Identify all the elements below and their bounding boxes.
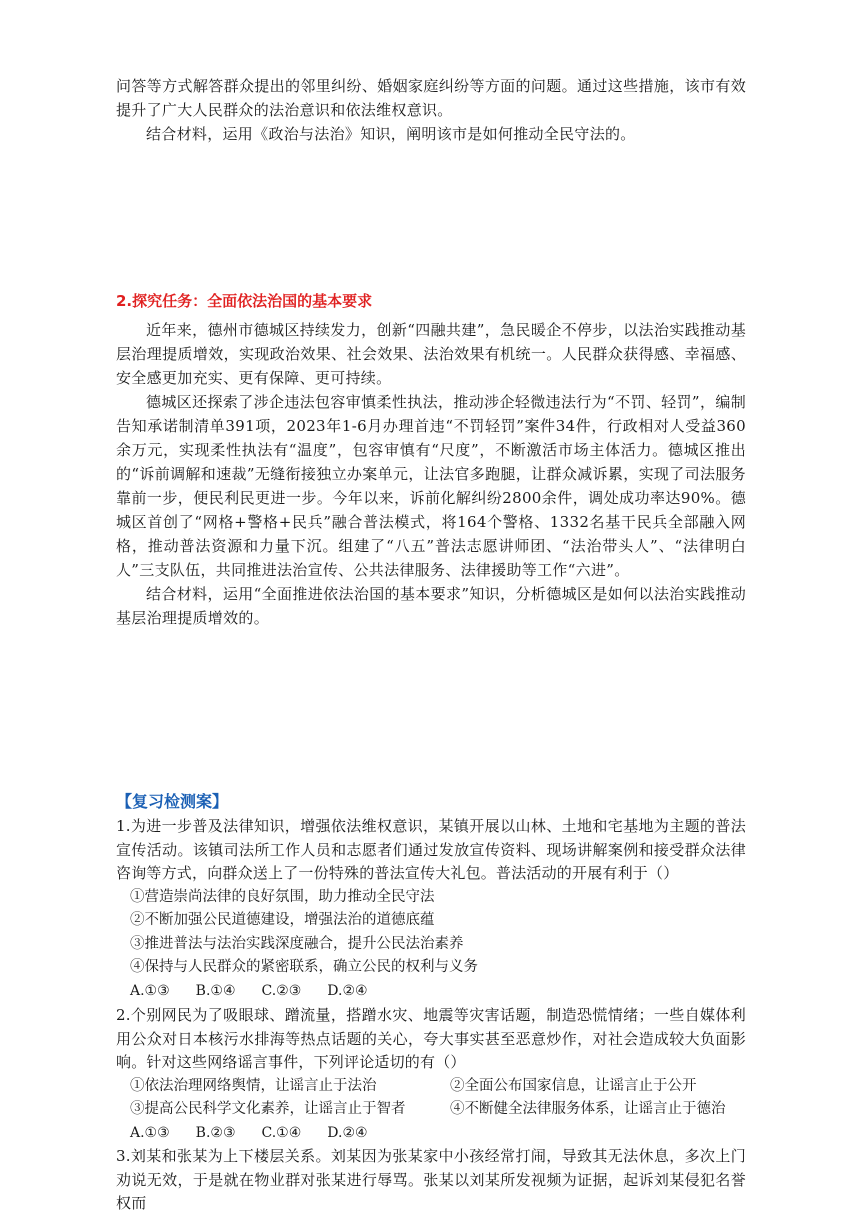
option-statement: ④不断健全法律服务体系，让谣言止于德治 <box>450 1101 726 1117</box>
choice-d: D.②④ <box>327 982 368 999</box>
continuation-paragraph: 问答等方式解答群众提出的邻里纠纷、婚姻家庭纠纷等方面的问题。通过这些措施，该市有效提升了广大人民群众的法治意识和依法维权意识。 <box>116 77 746 119</box>
answer-choices <box>116 980 746 1004</box>
option-statement: ④保持与人民群众的紧密联系，确立公民的权利与义务 <box>130 959 478 975</box>
option-statement: ②全面公布国家信息，让谣言止于公开 <box>450 1077 697 1094</box>
review-heading: 【复习检测案】 <box>116 792 229 811</box>
choice-a: A.①③ <box>130 982 170 999</box>
option-statement: ③提高公民科学文化素养，让谣言止于智者 <box>130 1101 406 1117</box>
question-1 <box>116 815 746 1003</box>
option-statement: ①依法治理网络舆情，让谣言止于法治 <box>130 1077 377 1094</box>
question-stem: 3.刘某和张某为上下楼层关系。刘某因为张某家中小孩经常打闹，导致其无法休息，多次上门劝说无效，于是就在物业群对张某进行辱骂。张某以刘某所发视频为证据，起诉刘某侵犯名誉权而 <box>116 1147 746 1212</box>
answer-choices <box>116 1122 746 1146</box>
material-paragraph-1: 近年来，德州市德城区持续发力，创新“四融共建”，急民暖企不停步，以法治实践推动基层治理提质增效，实现政治效果、社会效果、法治效果有机统一。人民群众获得感、幸福感、安全感更加充实、更有保障、更可持续。 <box>116 321 746 387</box>
option-grid <box>116 1075 746 1122</box>
option-statement: ③推进普法与法治实践深度融合，提升公民法治素养 <box>130 935 464 952</box>
question-prompt: 结合材料，运用“全面推进依法治国的基本要求”知识，分析德城区是如何以法治实践推动基层治理提质增效的。 <box>116 585 746 627</box>
question-stem: 2.个别网民为了吸眼球、蹭流量，搭蹭水灾、地震等灾害话题，制造恐慌情绪；一些自媒体利用公众对日本核污水排海等热点话题的关心，夸大事实甚至恶意炒作，对社会造成较大负面影响。针对这些网络谣言事件，下列评论适切的有（） <box>116 1006 746 1071</box>
option-statement: ②不断加强公民道德建设，增强法治的道德底蕴 <box>130 912 435 928</box>
choice-c: C.①④ <box>261 1124 302 1141</box>
choice-b: B.①④ <box>195 982 236 999</box>
choice-a: A.①③ <box>130 1124 170 1141</box>
question-prompt: 结合材料，运用《政治与法治》知识，阐明该市是如何推动全民守法的。 <box>146 125 636 143</box>
continuation-block <box>116 74 746 146</box>
section-body <box>116 318 746 630</box>
choice-c: C.②③ <box>261 982 302 999</box>
section-heading: 2.探究任务：全面依法治国的基本要求 <box>116 292 373 310</box>
choice-d: D.②④ <box>327 1124 368 1141</box>
material-paragraph-2: 德城区还探索了涉企违法包容审慎柔性执法，推动涉企轻微违法行为“不罚、轻罚”，编制告知承诺制清单391项，2023年1-6月办理首违“不罚轻罚”案件34件，行政相对人受益360余万元，实现柔性执法有“温度”，包容审慎有“尺度”，不断激活市场主体活力。德城区推出的“诉前调解和速裁”无缝衔接独立办案单元，让法官多跑腿，让群众减诉累，实现了司法服务靠前一步，便民利民更进一步。今年以来，诉前化解纠纷2800余件，调处成功率达90%。德城区首创了“网格+警格+民兵”融合普法模式，将164个警格、1332名基干民兵全部融入网格，推动普法资源和力量下沉。组建了“八五”普法志愿讲师团、“法治带头人”、“法律明白人”三支队伍，共同推进法治宣传、公共法律服务、法律援助等工作“六进”。 <box>116 393 746 579</box>
question-2 <box>116 1004 746 1145</box>
question-3 <box>116 1145 746 1216</box>
option-statement: ①营造崇尚法律的良好氛围，助力推动全民守法 <box>130 888 435 905</box>
question-stem: 1.为进一步普及法律知识，增强依法维权意识，某镇开展以山林、土地和宅基地为主题的普法宣传活动。该镇司法所工作人员和志愿者们通过发放宣传资料、现场讲解案例和接受群众法律咨询等方式，向群众送上了一份特殊的普法宣传大礼包。普法活动的开展有利于（） <box>116 817 746 882</box>
choice-b: B.②③ <box>195 1124 236 1141</box>
